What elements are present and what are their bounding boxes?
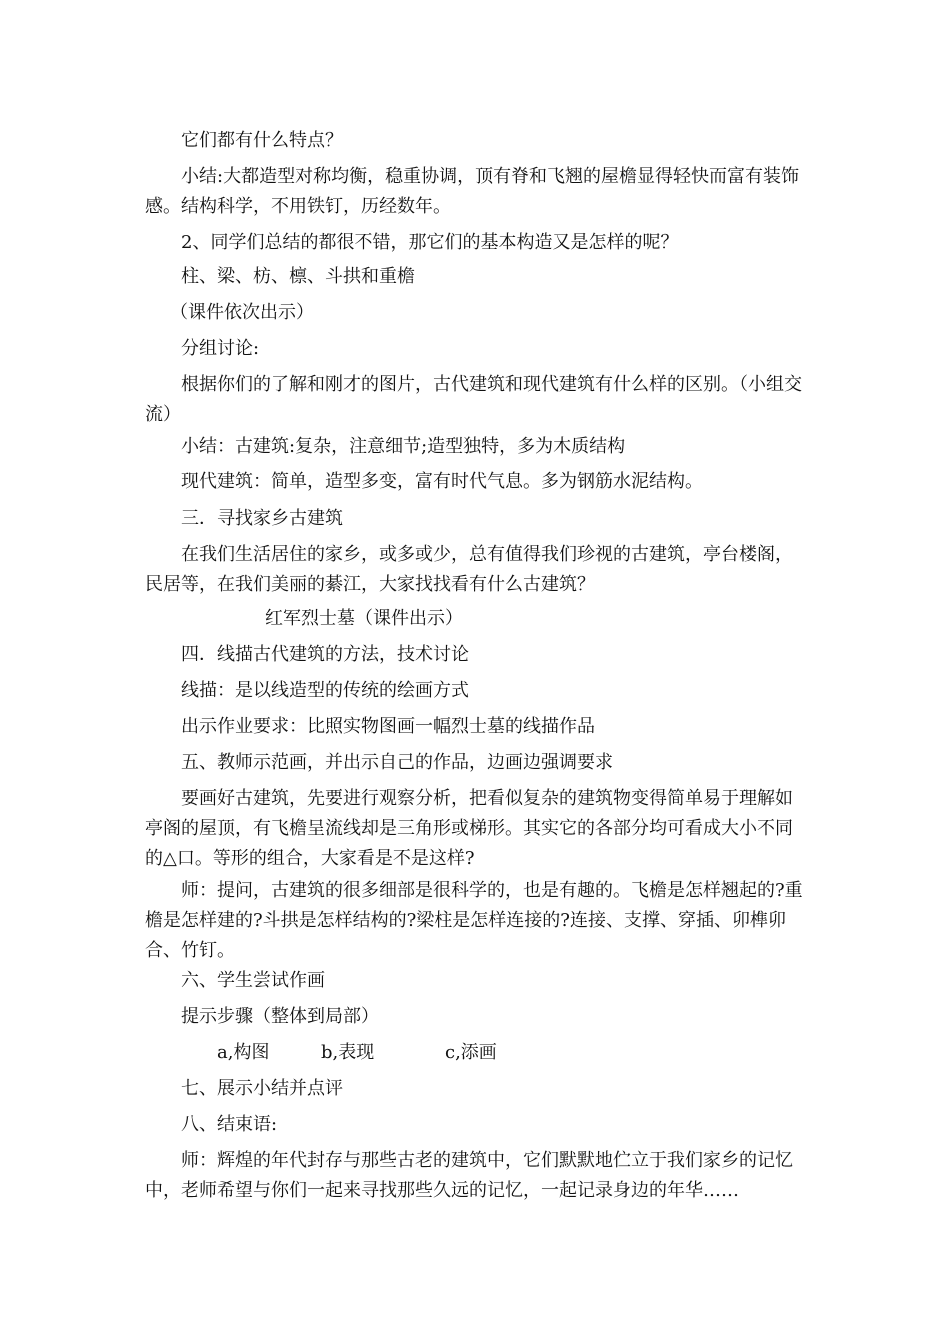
hometown-paragraph: 在我们生活居住的家乡，或多或少，总有值得我们珍视的古建筑，亭台楼阁，民居等，在我们美丽的綦江，大家找找看有什么古建筑？ bbox=[145, 544, 793, 595]
discussion-question: 根据你们的了解和刚才的图片，古代建筑和现代建筑有什么样的区别。（小组交流） bbox=[145, 374, 802, 425]
steps-hint: 提示步骤（整体到局部） bbox=[181, 1006, 379, 1027]
steps-list bbox=[145, 1038, 810, 1068]
courseware-note: （课件依次出示） bbox=[170, 302, 314, 323]
step-b: b,表现 bbox=[321, 1042, 375, 1063]
step-c: c,添画 bbox=[445, 1042, 497, 1063]
structure-parts: 柱、梁、枋、檩、斗拱和重檐 bbox=[181, 266, 415, 287]
section-four-heading: 四．线描古代建筑的方法，技术讨论 bbox=[181, 644, 469, 665]
section-eight-heading: 八、结束语: bbox=[181, 1114, 278, 1135]
section-three-heading: 三．寻找家乡古建筑 bbox=[181, 508, 343, 529]
section-seven-heading: 七、展示小结并点评 bbox=[181, 1078, 343, 1099]
summary-ancient: 小结：古建筑:复杂，注意细节;造型独特，多为木质结构 bbox=[181, 436, 626, 457]
teacher-question-paragraph: 师：提问，古建筑的很多细部是很科学的，也是有趣的。飞檐是怎样翘起的?重檐是怎样建的?斗拱是怎样结构的?梁柱是怎样连接的?连接、支撑、穿插、卯榫卯合、竹钉。 bbox=[145, 880, 803, 961]
martyr-tomb-line: 红军烈士墓（课件出示） bbox=[265, 608, 463, 629]
section-six-heading: 六、学生尝试作画 bbox=[181, 970, 325, 991]
section-five-heading: 五、教师示范画，并出示自己的作品，边画边强调要求 bbox=[181, 752, 613, 773]
summary-features: 小结:大都造型对称均衡，稳重协调，顶有脊和飞翘的屋檐显得轻快而富有装饰感。结构科学，不用铁钉，历经数年。 bbox=[145, 166, 800, 217]
question-features: 它们都有什么特点？ bbox=[181, 130, 343, 151]
observation-paragraph: 要画好古建筑，先要进行观察分析，把看似复杂的建筑物变得简单易于理解如亭阁的屋顶，有飞檐呈流线却是三角形或梯形。其实它的各部分均可看成大小不同的△口。等形的组合，大家看是不是这样? bbox=[145, 788, 793, 869]
summary-modern: 现代建筑：简单，造型多变，富有时代气息。多为钢筋水泥结构。 bbox=[181, 471, 703, 492]
line-drawing-definition: 线描：是以线造型的传统的绘画方式 bbox=[181, 680, 469, 701]
assignment-requirement: 出示作业要求：比照实物图画一幅烈士墓的线描作品 bbox=[181, 716, 595, 737]
question-structure: 2、同学们总结的都很不错，那它们的基本构造又是怎样的呢？ bbox=[181, 232, 679, 253]
group-discussion: 分组讨论: bbox=[181, 338, 260, 359]
step-a: a,构图 bbox=[217, 1042, 270, 1063]
closing-paragraph: 师：辉煌的年代封存与那些古老的建筑中，它们默默地伫立于我们家乡的记忆中，老师希望与你们一起来寻找那些久远的记忆，一起记录身边的年华…… bbox=[145, 1150, 793, 1201]
